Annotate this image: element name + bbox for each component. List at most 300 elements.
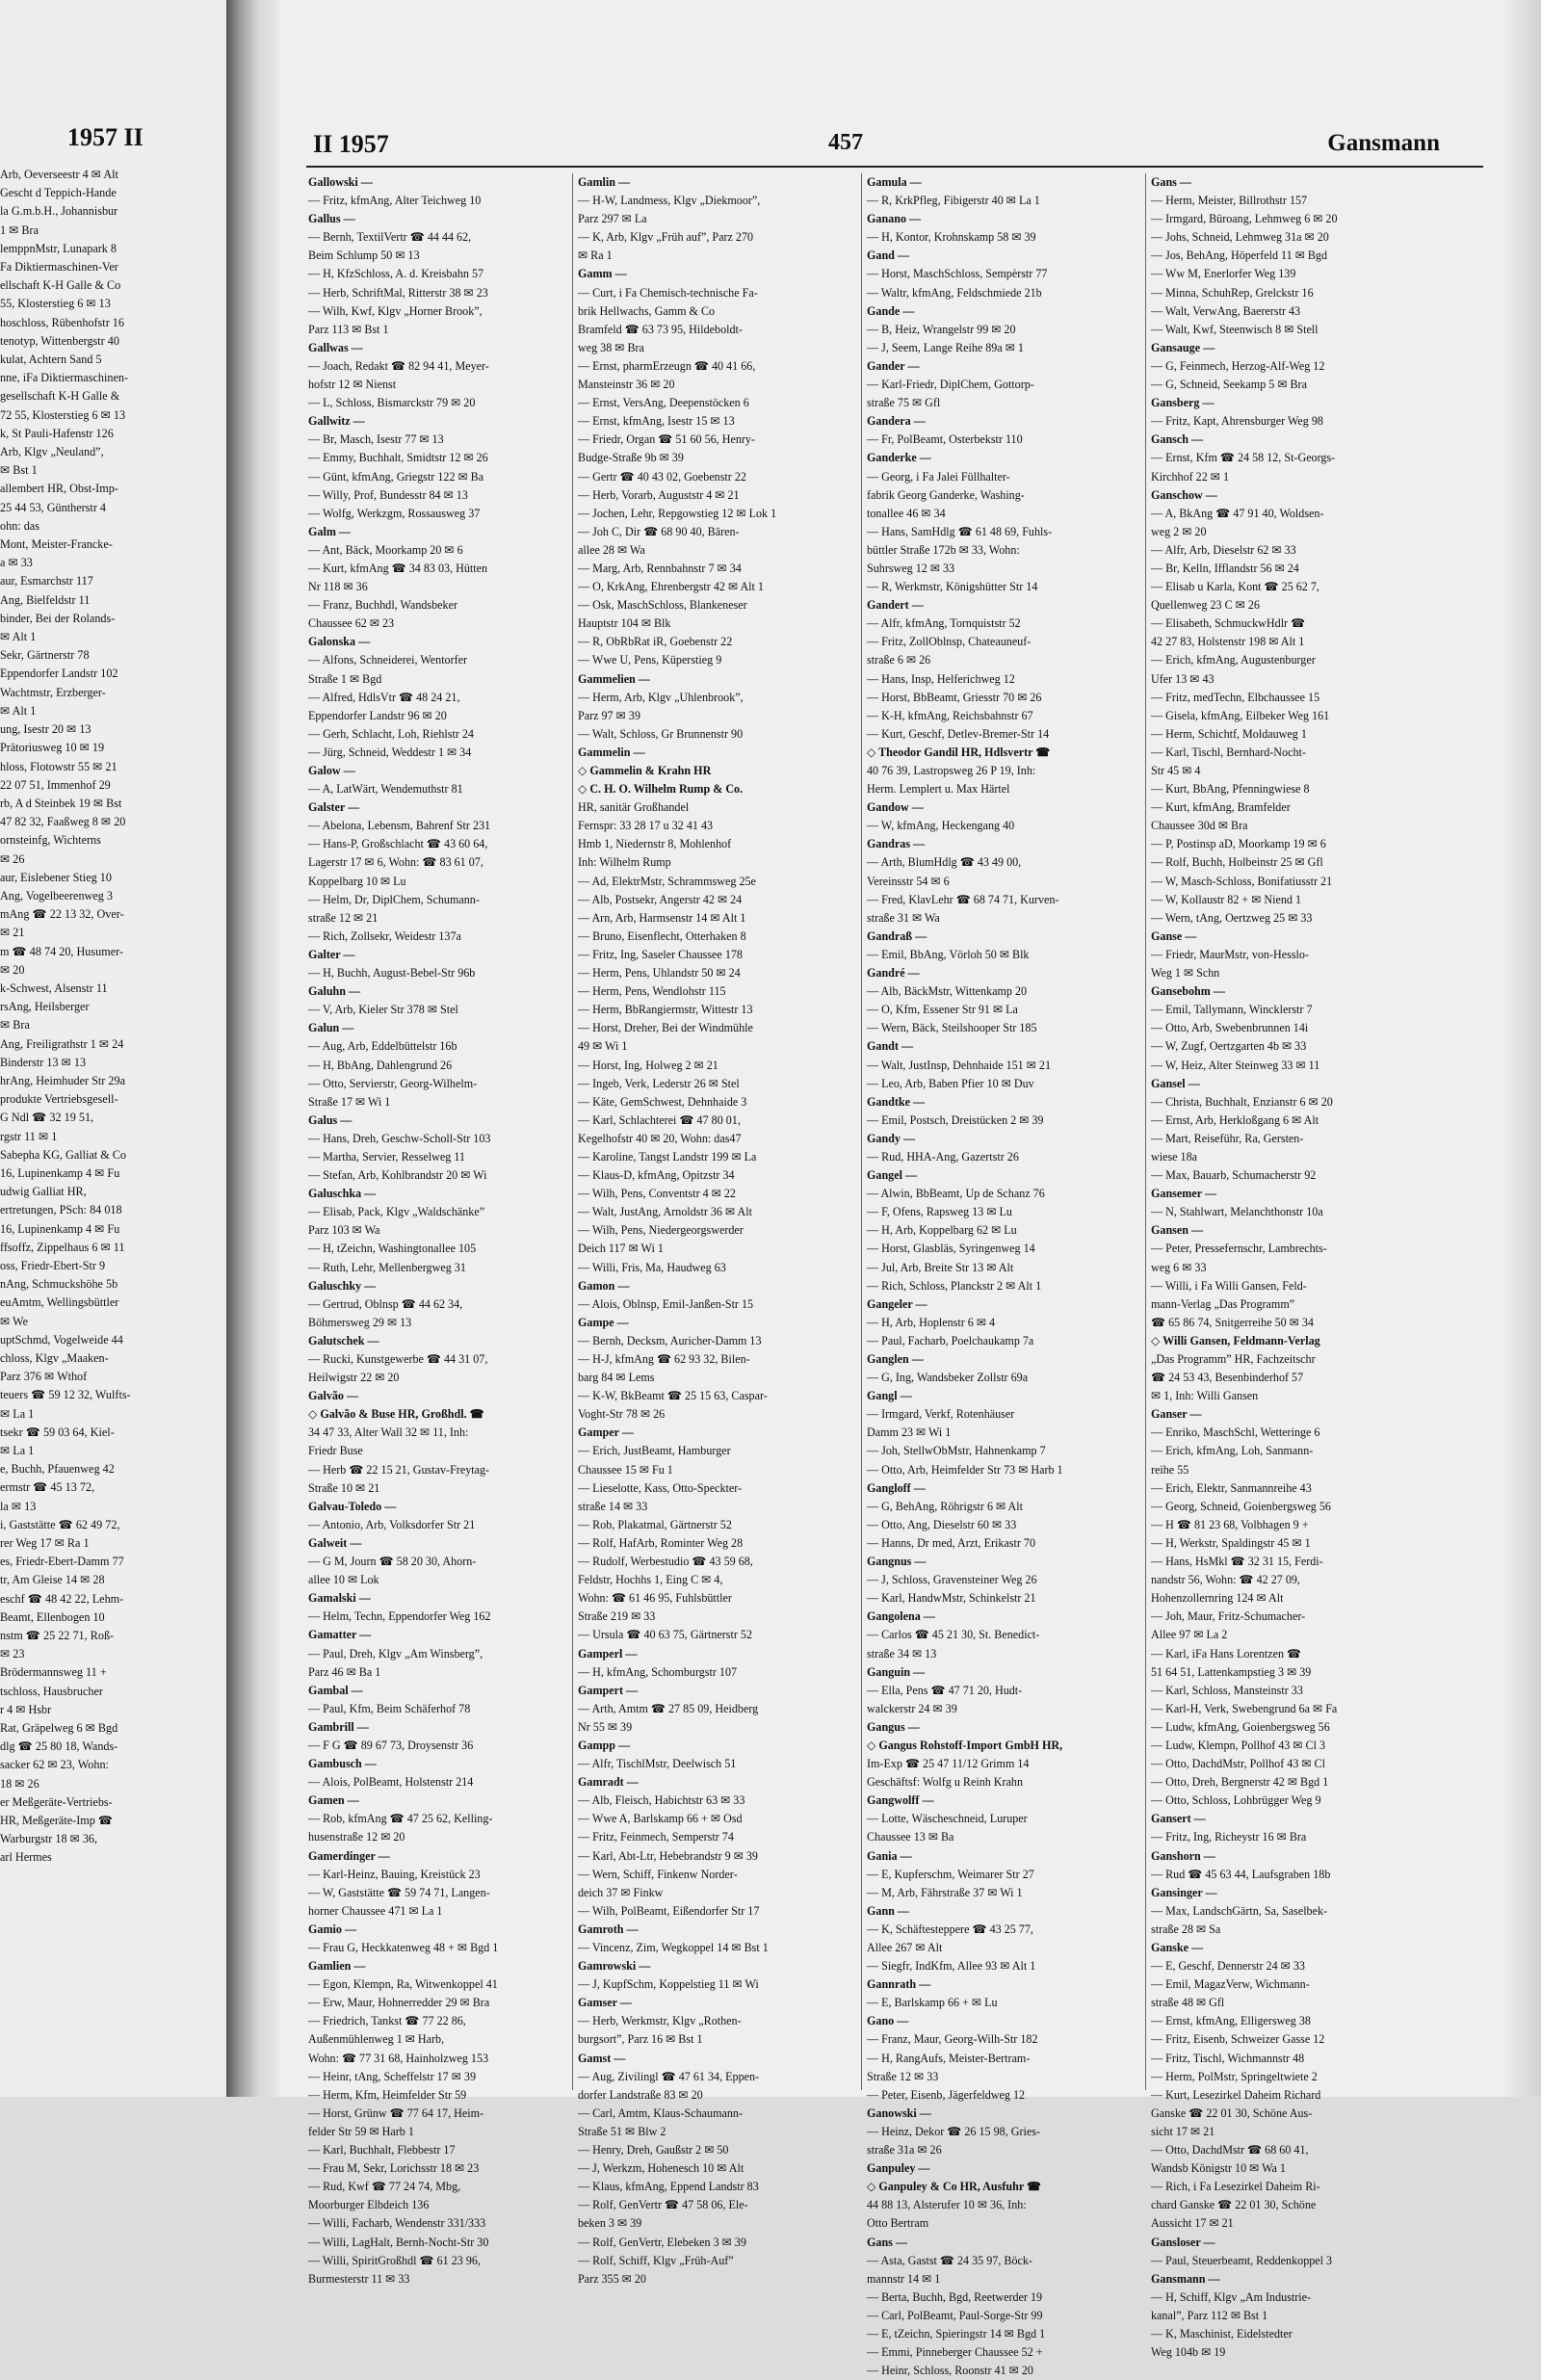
directory-entry-line: — Rolf, GenVertr, Elebeken 3 ✉ 39 xyxy=(578,2235,746,2249)
directory-entry-line: Gand — xyxy=(867,248,910,263)
directory-entry-line: husenstraße 12 ✉ 20 xyxy=(308,1830,405,1844)
directory-entry-line: ◇ Theodor Gandil HR, Hdlsvertr ☎ xyxy=(867,745,1051,759)
directory-entry-line: — Heinr, Schloss, Roonstr 41 ✉ 20 xyxy=(867,2364,1033,2378)
directory-entry-line: — V, Arb, Kieler Str 378 ✉ Stel xyxy=(308,1003,458,1017)
directory-entry-line: Ganguin — xyxy=(867,1664,926,1679)
directory-entry-line: 22 07 51, Immenhof 29 xyxy=(0,777,111,792)
directory-entry-line: — Aug, Zivilingl ☎ 47 61 34, Eppen- xyxy=(578,2069,760,2083)
directory-entry-line: — W, Masch-Schloss, Bonifatiusstr 21 xyxy=(1151,874,1333,888)
directory-entry-line: — Ruth, Lehr, Mellenbergweg 31 xyxy=(308,1260,466,1274)
directory-entry-line: aur, Esmarchstr 117 xyxy=(0,574,93,588)
directory-entry-line: Gansemer — xyxy=(1151,1187,1216,1201)
header-rule xyxy=(306,166,1483,168)
directory-entry-line: Ganshorn — xyxy=(1151,1848,1215,1863)
directory-entry-line: — Peter, Eisenb, Jägerfeldweg 12 xyxy=(867,2087,1026,2102)
directory-entry-line: — H, Kontor, Krohnskamp 58 ✉ 39 xyxy=(867,230,1036,245)
directory-entry-line: — E, Kupferschm, Weimarer Str 27 xyxy=(867,1867,1034,1881)
directory-entry-line: — Otto, Schloss, Lohbrügger Weg 9 xyxy=(1151,1793,1321,1808)
directory-entry-line: 51 64 51, Lattenkampstieg 3 ✉ 39 xyxy=(1151,1664,1312,1679)
directory-entry-line: — Irmgard, Verkf, Rotenhäuser xyxy=(867,1407,1015,1422)
directory-entry-line: ✉ 26 xyxy=(0,851,25,866)
directory-entry-line: tsekr ☎ 59 03 64, Kiel- xyxy=(0,1425,115,1439)
directory-entry-line: — Elisab u Karla, Kont ☎ 25 62 7, xyxy=(1151,580,1319,594)
directory-entry-line: Gampe — xyxy=(578,1315,629,1329)
directory-entry-line: m ☎ 48 74 20, Husumer- xyxy=(0,944,123,958)
directory-entry-line: — Elisabeth, SchmuckwHdlr ☎ xyxy=(1151,616,1306,631)
directory-entry-line: — Willi, LagHalt, Bernh-Nocht-Str 30 xyxy=(308,2235,489,2249)
directory-entry-line: Gamatter — xyxy=(308,1628,372,1642)
directory-entry-line: — Bernh, Decksm, Auricher-Damm 13 xyxy=(578,1333,762,1347)
directory-entry-line: — Joh, StellwObMstr, Hahnenkamp 7 xyxy=(867,1444,1046,1458)
directory-entry-line: — M, Arb, Fährstraße 37 ✉ Wi 1 xyxy=(867,1885,1023,1899)
directory-entry-line: — Osk, MaschSchloss, Blankeneser xyxy=(578,598,747,613)
directory-entry-line: — Paul, Steuerbeamt, Reddenkoppel 3 xyxy=(1151,2253,1333,2267)
directory-entry-line: Gansinger — xyxy=(1151,1885,1217,1899)
directory-entry-line: Moorburger Elbdeich 136 xyxy=(308,2198,430,2212)
directory-entry-line: Gamroth — xyxy=(578,1922,639,1936)
directory-entry-line: ☎ 65 86 74, Snitgerreihe 50 ✉ 34 xyxy=(1151,1315,1314,1329)
directory-entry-line: hrAng, Heimhuder Str 29a xyxy=(0,1073,125,1087)
directory-entry-line: Str 45 ✉ 4 xyxy=(1151,764,1201,777)
directory-entry-line: Straße 51 ✉ Blw 2 xyxy=(578,2124,666,2138)
directory-entry-line: Gansert — xyxy=(1151,1812,1206,1826)
directory-entry-line: — Ingeb, Verk, Lederstr 26 ✉ Stel xyxy=(578,1076,740,1090)
directory-entry-line: Gansen — xyxy=(1151,1223,1204,1238)
directory-entry-line: — O, Kfm, Essener Str 91 ✉ La xyxy=(867,1003,1018,1017)
directory-entry-line: allee 28 ✉ Wa xyxy=(578,542,645,557)
directory-entry-line: Ganderke — xyxy=(867,451,931,465)
directory-entry-line: — Br, Masch, Isestr 77 ✉ 13 xyxy=(308,432,444,447)
directory-entry-line: Mont, Meister-Francke- xyxy=(0,537,113,552)
directory-entry-line: Gans — xyxy=(867,2235,908,2249)
directory-entry-line: — Hans, Insp, Helferichweg 12 xyxy=(867,671,1015,686)
directory-entry-line: ✉ Ra 1 xyxy=(578,248,613,263)
directory-entry-line: — Fr, PolBeamt, Osterbekstr 110 xyxy=(867,432,1023,447)
directory-entry-line: — Fritz, Ing, Richeystr 16 ✉ Bra xyxy=(1151,1830,1307,1844)
directory-entry-line: straße 31a ✉ 26 xyxy=(867,2143,942,2158)
directory-entry-line: ✉ Alt 1 xyxy=(0,703,37,718)
directory-entry-line: nne, iFa Diktiermaschinen- xyxy=(0,371,129,385)
directory-entry-line: aur, Eislebener Stieg 10 xyxy=(0,870,112,884)
directory-entry-line: — Klaus, kfmAng, Eppend Landstr 83 xyxy=(578,2180,759,2194)
directory-entry-line: rer Weg 17 ✉ Ra 1 xyxy=(0,1536,90,1551)
directory-entry-line: Ganschow — xyxy=(1151,487,1217,502)
directory-entry-line: Feldstr, Hochhs 1, Eing C ✉ 4, xyxy=(578,1573,723,1587)
directory-entry-line: — Ad, ElektrMstr, Schrammsweg 25e xyxy=(578,874,756,888)
directory-entry-line: — Joh C, Dir ☎ 68 90 40, Bären- xyxy=(578,524,740,538)
directory-entry-line: Ang, Bielfeldstr 11 xyxy=(0,592,91,607)
directory-entry-line: Bramfeld ☎ 63 73 95, Hildeboldt- xyxy=(578,322,743,336)
directory-entry-line: — H ☎ 81 23 68, Volbhagen 9 + xyxy=(1151,1517,1309,1531)
directory-entry-line: — Erw, Maur, Hohnerredder 29 ✉ Bra xyxy=(308,1996,490,2010)
directory-entry-line: beken 3 ✉ 39 xyxy=(578,2216,642,2231)
directory-entry-line: — Arth, Amtm ☎ 27 85 09, Heidberg xyxy=(578,1701,759,1715)
directory-entry-line: Gangloff — xyxy=(867,1480,926,1495)
directory-entry-line: — Frau G, Heckkatenweg 48 + ✉ Bgd 1 xyxy=(308,1941,499,1954)
directory-entry-line: — H, Schiff, Klgv „Am Industrie- xyxy=(1151,2289,1312,2304)
directory-entry-line: Gandera — xyxy=(867,414,926,429)
directory-entry-line: — Rolf, GenVertr ☎ 47 58 06, Ele- xyxy=(578,2198,748,2212)
directory-entry-line: — Christa, Buchhalt, Enzianstr 6 ✉ 20 xyxy=(1151,1094,1333,1109)
directory-entry-line: — Martha, Servier, Resselweg 11 xyxy=(308,1149,465,1164)
directory-entry-line: — Ludw, kfmAng, Goienbergsweg 56 xyxy=(1151,1719,1330,1734)
directory-entry-line: Gandow — xyxy=(867,800,924,815)
directory-entry-line: — Ernst, Arb, Herkloßgang 6 ✉ Alt xyxy=(1151,1112,1319,1127)
directory-entry-line: — R, Werkmstr, Königshütter Str 14 xyxy=(867,580,1038,594)
directory-entry-line: Im-Exp ☎ 25 47 11/12 Grimm 14 xyxy=(867,1757,1030,1771)
directory-entry-line: ◇ Gammelin & Krahn HR xyxy=(578,764,712,777)
directory-entry-line: Geschäftsf: Wolfg u Reinh Krahn xyxy=(867,1775,1024,1790)
directory-entry-line: — Joach, Redakt ☎ 82 94 41, Meyer- xyxy=(308,358,489,373)
directory-entry-line: — Ernst, pharmErzeugn ☎ 40 41 66, xyxy=(578,358,756,373)
directory-entry-line: — Alwin, BbBeamt, Up de Schanz 76 xyxy=(867,1187,1045,1201)
directory-entry-line: Parz 113 ✉ Bst 1 xyxy=(308,322,389,336)
directory-entry-line: — Georg, Schneid, Goienbergsweg 56 xyxy=(1151,1499,1331,1513)
directory-entry-line: Gallwitz — xyxy=(308,414,365,429)
directory-entry-line: — Herb ☎ 22 15 21, Gustav-Freytag- xyxy=(308,1462,490,1477)
directory-entry-line: Parz 376 ✉ Wthof xyxy=(0,1370,88,1384)
directory-entry-line: straße 28 ✉ Sa xyxy=(1151,1922,1221,1936)
directory-entry-line: Gamser — xyxy=(578,1996,632,2010)
directory-entry-line: ✉ 1, Inh: Willi Gansen xyxy=(1151,1389,1259,1403)
directory-entry-line: — Rud ☎ 45 63 44, Laufsgraben 18b xyxy=(1151,1867,1331,1881)
directory-entry-line: Galuhn — xyxy=(308,984,361,999)
directory-entry-line: Herm. Lemplert u. Max Härtel xyxy=(867,782,1010,797)
directory-entry-line: Ganske — xyxy=(1151,1941,1204,1954)
directory-entry-line: — Emil, MagazVerw, Wichmann- xyxy=(1151,1977,1310,1992)
directory-entry-line: — Rolf, Buchh, Holbeinstr 25 ✉ Gfl xyxy=(1151,855,1323,870)
directory-entry-line: Galster — xyxy=(308,800,360,815)
directory-entry-line: er Meßgeräte-Vertriebs- xyxy=(0,1794,113,1809)
directory-entry-line: mann-Verlag „Das Programm” xyxy=(1151,1296,1295,1311)
directory-entry-line: ✉ 20 xyxy=(0,962,25,977)
directory-entry-line: rsAng, Heilsberger xyxy=(0,1000,90,1014)
directory-entry-line: — Herb, Vorarb, Auguststr 4 ✉ 21 xyxy=(578,487,740,502)
directory-entry-line: — Walt, VerwAng, Baererstr 43 xyxy=(1151,303,1301,318)
directory-entry-line: Gandtke — xyxy=(867,1094,926,1109)
directory-entry-line: hofstr 12 ✉ Nienst xyxy=(308,378,397,392)
directory-entry-line: büttler Straße 172b ✉ 33, Wohn: xyxy=(867,542,1020,557)
left-page xyxy=(0,0,228,2097)
directory-entry-line: Gangel — xyxy=(867,1168,918,1183)
directory-entry-line: es, Friedr-Ebert-Damm 77 xyxy=(0,1555,124,1569)
directory-entry-line: Gangeler — xyxy=(867,1296,927,1311)
directory-entry-line: teuers ☎ 59 12 32, Wulfts- xyxy=(0,1388,131,1402)
directory-entry-line: — Frau M, Sekr, Lorichsstr 18 ✉ 23 xyxy=(308,2161,480,2176)
directory-entry-line: — Karl, Abt-Ltr, Hebebrandstr 9 ✉ 39 xyxy=(578,1848,758,1863)
directory-entry-line: — Ant, Bäck, Moorkamp 20 ✉ 6 xyxy=(308,542,463,557)
directory-entry-line: Gansmann — xyxy=(1151,2271,1220,2286)
directory-entry-line: — Karl, iFa Hans Lorentzen ☎ xyxy=(1151,1646,1302,1661)
directory-entry-line: — Hans-P, Großschlacht ☎ 43 60 64, xyxy=(308,837,488,851)
directory-entry-line: ✉ La 1 xyxy=(0,1444,35,1458)
directory-entry-line: — B, Heiz, Wrangelstr 99 ✉ 20 xyxy=(867,322,1016,336)
directory-entry-line: — Gertrud, Oblnsp ☎ 44 62 34, xyxy=(308,1296,463,1311)
directory-entry-line: — Wilh, Kwf, Klgv „Horner Brook”, xyxy=(308,303,483,318)
directory-entry-line: — Ww M, Enerlorfer Weg 139 xyxy=(1151,267,1296,281)
directory-entry-line: Böhmersweg 29 ✉ 13 xyxy=(308,1315,412,1329)
directory-entry-line: horner Chaussee 471 ✉ La 1 xyxy=(308,1903,443,1918)
directory-entry-line: — Gerh, Schlacht, Loh, Riehlstr 24 xyxy=(308,726,474,741)
directory-entry-line: Inh: Wilhelm Rump xyxy=(578,855,671,870)
directory-entry-line: — Egon, Klempn, Ra, Witwenkoppel 41 xyxy=(308,1977,498,1992)
directory-entry-line: — Stefan, Arb, Kohlbrandstr 20 ✉ Wi xyxy=(308,1168,487,1183)
directory-entry-line: — Kurt, kfmAng, Bramfelder xyxy=(1151,800,1291,815)
directory-entry-line: — Carlos ☎ 45 21 30, St. Benedict- xyxy=(867,1628,1040,1642)
directory-entry-line: Gamerdinger — xyxy=(308,1848,390,1863)
directory-entry-line: ermstr ☎ 45 13 72, xyxy=(0,1480,95,1495)
directory-entry-line: — F G ☎ 89 67 73, Droysenstr 36 xyxy=(308,1738,474,1752)
directory-entry-line: Fa Diktiermaschinen-Ver xyxy=(0,260,118,275)
directory-entry-line: Galvau-Toledo — xyxy=(308,1499,397,1513)
directory-entry-line: Deich 117 ✉ Wi 1 xyxy=(578,1242,664,1256)
directory-entry-line: Galter — xyxy=(308,947,355,961)
directory-entry-line: ohn: das xyxy=(0,518,39,533)
directory-entry-line: — Peter, Pressefernschr, Lambrechts- xyxy=(1151,1242,1327,1256)
page-number: 457 xyxy=(828,130,863,155)
directory-entry-line: Wandsb Königstr 10 ✉ Wa 1 xyxy=(1151,2161,1286,2176)
directory-entry-line: — A, LatWärt, Wendemuthstr 81 xyxy=(308,782,463,797)
directory-entry-line: Straße 219 ✉ 33 xyxy=(578,1609,656,1624)
directory-entry-line: — Asta, Gastst ☎ 24 35 97, Böck- xyxy=(867,2253,1032,2267)
directory-entry-line: nstm ☎ 25 22 71, Roß- xyxy=(0,1629,115,1643)
directory-entry-line: kulat, Achtern Sand 5 xyxy=(0,353,102,367)
directory-entry-line: Straße 10 ✉ 21 xyxy=(308,1480,380,1495)
directory-entry-line: — Herm, Pens, Wendlohstr 115 xyxy=(578,984,726,999)
page-edge xyxy=(1502,0,1541,2097)
directory-entry-line: Suhrsweg 12 ✉ 33 xyxy=(867,561,955,575)
directory-entry-line: ◇ Galvão & Buse HR, Großhdl. ☎ xyxy=(308,1407,484,1422)
directory-entry-line: — Max, LandschGärtn, Sa, Saselbek- xyxy=(1151,1903,1328,1918)
directory-entry-line: Gansel — xyxy=(1151,1076,1200,1090)
directory-entry-line: — Paul, Facharb, Poelchaukamp 7a xyxy=(867,1333,1034,1347)
directory-entry-line: 34 47 33, Alter Wall 32 ✉ 11, Inh: xyxy=(308,1425,469,1440)
directory-entry-line: — Fred, KlavLehr ☎ 68 74 71, Kurven- xyxy=(867,892,1059,906)
directory-entry-line: Gamlin — xyxy=(578,175,631,189)
directory-entry-line: — Hans, Dreh, Geschw-Scholl-Str 103 xyxy=(308,1131,491,1145)
directory-entry-line: kanal”, Parz 112 ✉ Bst 1 xyxy=(1151,2308,1268,2322)
directory-entry-line: Gamradt — xyxy=(578,1775,639,1790)
directory-entry-line: — Horst, Grünw ☎ 77 64 17, Heim- xyxy=(308,2105,484,2120)
directory-entry-line: — Friedrich, Tankst ☎ 77 22 86, xyxy=(308,2014,466,2028)
directory-entry-line: Ufer 13 ✉ 43 xyxy=(1151,671,1215,686)
directory-entry-line: 47 82 32, Faaßweg 8 ✉ 20 xyxy=(0,815,126,829)
directory-entry-line: — Emmi, Pinneberger Chaussee 52 + xyxy=(867,2345,1043,2360)
directory-entry-line: — E, Barlskamp 66 + ✉ Lu xyxy=(867,1996,998,2010)
directory-entry-line: Gambusch — xyxy=(308,1757,377,1771)
directory-entry-line: hloss, Flotowstr 55 ✉ 21 xyxy=(0,759,118,773)
directory-entry-line: produkte Vertriebsgesell- xyxy=(0,1092,118,1107)
directory-entry-line: — Arn, Arb, Harmsenstr 14 ✉ Alt 1 xyxy=(578,910,746,925)
directory-entry-line: Lagerstr 17 ✉ 6, Wohn: ☎ 83 61 07, xyxy=(308,855,483,870)
directory-entry-line: ffsoffz, Zippelhaus 6 ✉ 11 xyxy=(0,1240,125,1254)
directory-entry-line: — Günt, kfmAng, Griegstr 122 ✉ Ba xyxy=(308,469,484,484)
directory-entry-line: — Kurt, BbAng, Pfenningwiese 8 xyxy=(1151,782,1310,797)
directory-entry-line: — Otto, DachdMstr ☎ 68 60 41, xyxy=(1151,2143,1309,2158)
directory-entry-line: Gallwas — xyxy=(308,340,363,354)
directory-entry-line: — H, RangAufs, Meister-Bertram- xyxy=(867,2051,1031,2065)
directory-entry-line: — Helm, Techn, Eppendorfer Weg 162 xyxy=(308,1609,491,1624)
directory-entry-line: — Rud, HHA-Ang, Gazertstr 26 xyxy=(867,1149,1019,1164)
directory-entry-line: — Rolf, HafArb, Rominter Weg 28 xyxy=(578,1535,744,1550)
directory-entry-line: — Karl-Heinz, Bauing, Kreistück 23 xyxy=(308,1867,481,1881)
directory-entry-line: Weg 1 ✉ Schn xyxy=(1151,966,1220,981)
directory-entry-line: chard Ganske ☎ 22 01 30, Schöne xyxy=(1151,2198,1317,2212)
directory-entry-line: 72 55, Klosterstieg 6 ✉ 13 xyxy=(0,407,126,422)
directory-entry-line: fabrik Georg Ganderke, Washing- xyxy=(867,487,1025,502)
directory-entry-line: allee 10 ✉ Lok xyxy=(308,1573,379,1587)
directory-entry-line: nandstr 56, Wohn: ☎ 42 27 09, xyxy=(1151,1573,1300,1587)
directory-entry-line: — Erich, kfmAng, Loh, Sanmann- xyxy=(1151,1444,1314,1458)
directory-entry-line: Gania — xyxy=(867,1848,912,1863)
directory-entry-line: — Fritz, ZollOblnsp, Chateauneuf- xyxy=(867,635,1032,649)
directory-entry-line: Gandré — xyxy=(867,966,920,981)
directory-entry-line: — Gertr ☎ 40 43 02, Goebenstr 22 xyxy=(578,469,746,484)
directory-entry-line: — F, Ofens, Rapsweg 13 ✉ Lu xyxy=(867,1205,1012,1219)
directory-entry-line: — R, ObRbRat iR, Goebenstr 22 xyxy=(578,635,733,649)
directory-entry-line: Gescht d Teppich-Hande xyxy=(0,186,117,200)
directory-entry-line: — Emil, Postsch, Dreistücken 2 ✉ 39 xyxy=(867,1112,1044,1127)
directory-entry-line: — Jürg, Schneid, Weddestr 1 ✉ 34 xyxy=(308,745,472,759)
directory-entry-line: straße 14 ✉ 33 xyxy=(578,1499,648,1513)
directory-entry-line: — J, Seem, Lange Reihe 89a ✉ 1 xyxy=(867,340,1024,354)
directory-entry-line: ellschaft K-H Galle & Co xyxy=(0,278,121,293)
directory-entry-line: — Kurt, kfmAng ☎ 34 83 03, Hütten xyxy=(308,561,488,575)
directory-entry-line: — Walt, JustInsp, Dehnhaide 151 ✉ 21 xyxy=(867,1058,1051,1072)
directory-entry-line: Gamlien — xyxy=(308,1959,366,1974)
directory-entry-line: — Wern, Bäck, Steilshooper Str 185 xyxy=(867,1021,1037,1035)
directory-entry-line: felder Str 59 ✉ Harb 1 xyxy=(308,2124,414,2138)
directory-entry-line: — H-J, kfmAng ☎ 62 93 32, Bilen- xyxy=(578,1352,750,1366)
directory-entry-line: — Alfr, TischlMstr, Deelwisch 51 xyxy=(578,1757,737,1771)
directory-entry-line: oss, Friedr-Ebert-Str 9 xyxy=(0,1258,106,1272)
directory-entry-line: — Gisela, kfmAng, Eilbeker Weg 161 xyxy=(1151,708,1330,722)
directory-entry-line: Gamalski — xyxy=(308,1591,371,1606)
directory-entry-line: Gansch — xyxy=(1151,432,1204,447)
directory-entry-line: sacker 62 ✉ 23, Wohn: xyxy=(0,1758,109,1772)
directory-entry-line: Damm 23 ✉ Wi 1 xyxy=(867,1425,952,1440)
directory-entry-line: Voght-Str 78 ✉ 26 xyxy=(578,1407,666,1422)
directory-entry-line: Kirchhof 22 ✉ 1 xyxy=(1151,469,1230,484)
directory-entry-line: — Ernst, kfmAng, Isestr 15 ✉ 13 xyxy=(578,414,735,429)
directory-entry-line: — Horst, Ing, Holweg 2 ✉ 21 xyxy=(578,1058,718,1072)
directory-entry-line: 25 44 53, Güntherstr 4 xyxy=(0,500,107,514)
directory-entry-line: ✉ Bst 1 xyxy=(0,463,38,478)
directory-entry-line: — R, KrkPfleg, Fibigerstr 40 ✉ La 1 xyxy=(867,194,1040,208)
directory-entry-line: Gans — xyxy=(1151,175,1192,189)
directory-entry-line: Gandy — xyxy=(867,1131,916,1145)
directory-entry-line: uptSchmd, Vogelweide 44 xyxy=(0,1332,123,1347)
directory-entry-line: — Karl-Friedr, DiplChem, Gottorp- xyxy=(867,378,1034,392)
directory-entry-line: — Jos, BehAng, Höperfeld 11 ✉ Bgd xyxy=(1151,248,1328,263)
directory-entry-line: Binderstr 13 ✉ 13 xyxy=(0,1055,87,1069)
directory-entry-line: straße 12 ✉ 21 xyxy=(308,910,379,925)
directory-entry-line: Gandras — xyxy=(867,837,926,851)
directory-entry-line: — Ernst, VersAng, Deepenstöcken 6 xyxy=(578,396,749,410)
directory-entry-line: Hauptstr 104 ✉ Blk xyxy=(578,616,671,631)
directory-entry-line: — W, kfmAng, Heckengang 40 xyxy=(867,819,1015,833)
directory-entry-line: — Rob, Plakatmal, Gärtnerstr 52 xyxy=(578,1517,732,1531)
directory-entry-line: — Minna, SchuhRep, Grelckstr 16 xyxy=(1151,285,1314,300)
directory-entry-line: ◇ Gangus Rohstoff-Import GmbH HR, xyxy=(867,1738,1063,1752)
directory-entry-line: Gammelin — xyxy=(578,745,645,759)
directory-entry-line: Außenmühlenweg 1 ✉ Harb, xyxy=(308,2032,445,2047)
directory-entry-line: — Walt, Kwf, Steenwisch 8 ✉ Stell xyxy=(1151,322,1319,336)
directory-entry-line: — H, BbAng, Dahlengrund 26 xyxy=(308,1058,453,1072)
directory-entry-line: — Willi, Fris, Ma, Haudweg 63 xyxy=(578,1260,726,1274)
directory-entry-line: ◇ Willi Gansen, Feldmann-Verlag xyxy=(1151,1333,1320,1347)
directory-entry-line: ☎ 24 53 43, Besenbinderhof 57 xyxy=(1151,1371,1304,1385)
directory-entry-line: — Karl, Tischl, Bernhard-Nocht- xyxy=(1151,745,1306,759)
directory-entry-line: Galuschky — xyxy=(308,1278,377,1293)
directory-entry-line: — K, Arb, Klgv „Früh auf”, Parz 270 xyxy=(578,230,754,245)
directory-entry-line: — Bruno, Eisenflecht, Otterhaken 8 xyxy=(578,928,746,943)
directory-entry-line: weg 2 ✉ 20 xyxy=(1151,524,1207,538)
directory-entry-line: — Horst, BbBeamt, Griesstr 70 ✉ 26 xyxy=(867,690,1042,704)
directory-entry-line: Parz 97 ✉ 39 xyxy=(578,708,640,722)
directory-entry-line: Koppelbarg 10 ✉ Lu xyxy=(308,874,406,888)
directory-entry-line: Sabepha KG, Galliat & Co xyxy=(0,1147,126,1162)
directory-entry-line: Gampert — xyxy=(578,1683,639,1697)
directory-entry-line: gesellschaft K-H Galle & xyxy=(0,389,120,404)
directory-entry-line: — Friedr, Organ ☎ 51 60 56, Henry- xyxy=(578,432,755,447)
directory-entry-line: — Bernh, TextilVertr ☎ 44 44 62, xyxy=(308,230,472,245)
directory-entry-line: — Franz, Maur, Georg-Wilh-Str 182 xyxy=(867,2032,1038,2047)
directory-entry-line: Burmesterstr 11 ✉ 33 xyxy=(308,2271,410,2286)
directory-entry-line: — Johs, Schneid, Lehmweg 31a ✉ 20 xyxy=(1151,230,1329,245)
directory-entry-line: Galm — xyxy=(308,524,352,538)
directory-entry-line: — Heinr, tAng, Scheffelstr 17 ✉ 39 xyxy=(308,2069,477,2083)
directory-entry-line: Gangnus — xyxy=(867,1555,927,1569)
directory-entry-line: — Rudolf, Werbestudio ☎ 43 59 68, xyxy=(578,1555,753,1569)
directory-entry-line: — Karl, Schloss, Mansteinstr 33 xyxy=(1151,1683,1303,1697)
directory-entry-line: — Karl, HandwMstr, Schinkelstr 21 xyxy=(867,1591,1036,1606)
column-divider xyxy=(572,173,573,2090)
directory-entry-line: Gandraß — xyxy=(867,928,927,943)
directory-entry-line: — Horst, MaschSchloss, Sempèrstr 77 xyxy=(867,267,1048,281)
directory-entry-line: — Ursula ☎ 40 63 75, Gärtnerstr 52 xyxy=(578,1628,752,1642)
directory-entry-line: — Karoline, Tangst Landstr 199 ✉ La xyxy=(578,1149,757,1164)
directory-entry-line: — Fritz, Feinmech, Semperstr 74 xyxy=(578,1830,734,1844)
directory-entry-line: — Wilh, PolBeamt, Eißendorfer Str 17 xyxy=(578,1903,760,1918)
directory-entry-line: Gambrill — xyxy=(308,1719,369,1734)
directory-entry-line: — Elisab, Pack, Klgv „Waldschänke” xyxy=(308,1205,485,1219)
directory-entry-line: Arb, Klgv „Neuland”, xyxy=(0,445,104,459)
directory-entry-line: Beamt, Ellenbogen 10 xyxy=(0,1609,105,1624)
directory-entry-line: — Fritz, Tischl, Wichmannstr 48 xyxy=(1151,2051,1305,2065)
left-page-column xyxy=(0,166,217,1868)
directory-entry-line: wiese 18a xyxy=(1151,1149,1198,1164)
directory-entry-line: — Alois, PolBeamt, Holstenstr 214 xyxy=(308,1775,474,1790)
directory-entry-line: — Aug, Arb, Eddelbüttelstr 16b xyxy=(308,1039,457,1054)
directory-entry-line: — Carl, PolBeamt, Paul-Sorge-Str 99 xyxy=(867,2308,1043,2322)
directory-entry-line: — H, Werkstr, Spaldingstr 45 ✉ 1 xyxy=(1151,1535,1311,1550)
directory-entry-line: 16, Lupinenkamp 4 ✉ Fu xyxy=(0,1221,120,1236)
directory-entry-line: — Jul, Arb, Breite Str 13 ✉ Alt xyxy=(867,1260,1014,1274)
directory-entry-line: 40 76 39, Lastropsweg 26 P 19, Inh: xyxy=(867,764,1036,777)
directory-entry-line: Gamon — xyxy=(578,1278,630,1293)
directory-entry-line: ✉ We xyxy=(0,1314,28,1328)
directory-entry-line: Wachtmstr, Erzberger- xyxy=(0,685,106,699)
directory-entry-line: Gansberg — xyxy=(1151,396,1215,410)
directory-entry-line: — N, Stahlwart, Melanchthonstr 10a xyxy=(1151,1205,1323,1219)
directory-entry-line: — Karl, Buchhalt, Flebbestr 17 xyxy=(308,2143,456,2158)
directory-entry-line: 55, Klosterstieg 6 ✉ 13 xyxy=(0,297,111,311)
directory-entry-line: — G M, Journ ☎ 58 20 30, Ahorn- xyxy=(308,1555,477,1569)
directory-entry-line: Ganse — xyxy=(1151,928,1197,943)
directory-entry-line: — Wilh, Pens, Conventstr 4 ✉ 22 xyxy=(578,1187,736,1201)
left-page-header: 1957 II xyxy=(67,123,144,151)
